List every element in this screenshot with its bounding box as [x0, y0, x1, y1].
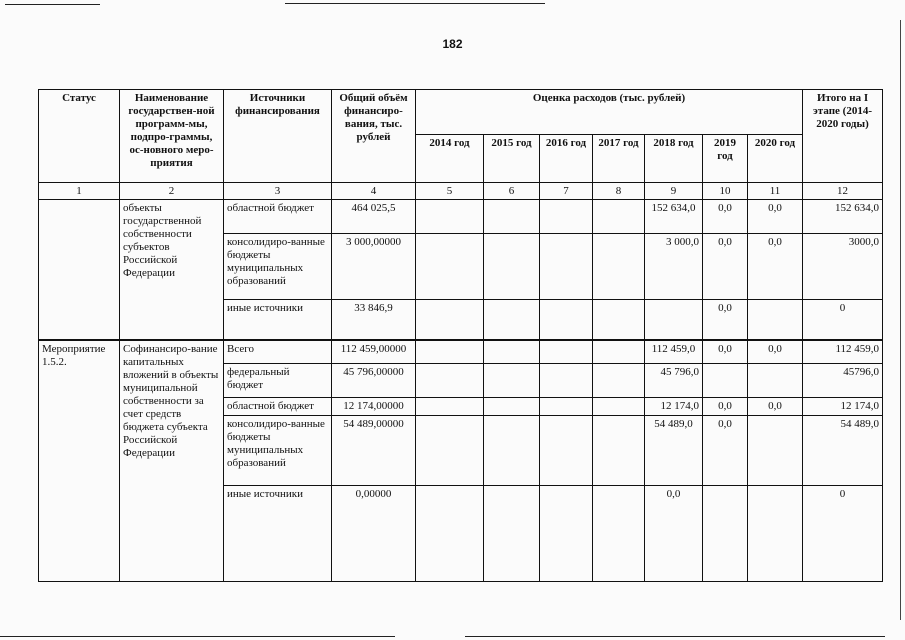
budget-table: [38, 89, 883, 582]
year-cell: [484, 340, 540, 364]
itogo-cell: 112 459,0: [803, 340, 883, 364]
header-year-2018: 2018 год: [645, 135, 703, 183]
header-year-2014: 2014 год: [416, 135, 484, 183]
year-cell: 0,0: [703, 398, 748, 416]
year-cell: 0,0: [703, 300, 748, 340]
year-cell: [484, 416, 540, 486]
year-cell: [540, 234, 593, 300]
header-year-2019: 2019 год: [703, 135, 748, 183]
year-cell: [484, 200, 540, 234]
source-cell: федеральный бюджет: [224, 364, 332, 398]
total-cell: 54 489,00000: [332, 416, 416, 486]
year-cell: [540, 398, 593, 416]
column-number: 7: [540, 183, 593, 200]
source-cell: иные источники: [224, 486, 332, 582]
year-cell: 0,0: [703, 234, 748, 300]
year-cell: 54 489,0: [645, 416, 703, 486]
year-cell: 0,0: [748, 200, 803, 234]
source-cell: консолидиро-ванные бюджеты муниципальных образований: [224, 234, 332, 300]
itogo-cell: 54 489,0: [803, 416, 883, 486]
column-number: 8: [593, 183, 645, 200]
year-cell: [416, 486, 484, 582]
total-cell: 3 000,00000: [332, 234, 416, 300]
year-cell: [593, 300, 645, 340]
column-number: 12: [803, 183, 883, 200]
year-cell: 0,0: [703, 416, 748, 486]
header-year-2016: 2016 год: [540, 135, 593, 183]
column-number: 3: [224, 183, 332, 200]
scan-edge-top-right: [285, 3, 545, 4]
header-total: Общий объём финансиро-вания, тыс. рублей: [332, 90, 416, 183]
year-cell: [748, 300, 803, 340]
year-cell: [416, 300, 484, 340]
total-cell: 0,00000: [332, 486, 416, 582]
name-cell: Софинансиро-вание капитальных вложений в объекты муниципальной собственности за счет средств бюджета субъекта Российской Федерации: [120, 340, 224, 582]
year-cell: [416, 234, 484, 300]
year-cell: [416, 340, 484, 364]
column-number: 1: [39, 183, 120, 200]
year-cell: [748, 486, 803, 582]
total-cell: 112 459,00000: [332, 340, 416, 364]
itogo-cell: 45796,0: [803, 364, 883, 398]
year-cell: [416, 398, 484, 416]
header-sources: Источники финансирования: [224, 90, 332, 183]
scan-edge-bottom-right: [465, 636, 885, 637]
year-cell: 0,0: [748, 398, 803, 416]
column-number: 10: [703, 183, 748, 200]
header-itogo: Итого на I этапе (2014-2020 годы): [803, 90, 883, 183]
year-cell: 0,0: [748, 340, 803, 364]
source-cell: консолидиро-ванные бюджеты муниципальных образований: [224, 416, 332, 486]
year-cell: [748, 364, 803, 398]
total-cell: 464 025,5: [332, 200, 416, 234]
total-cell: 12 174,00000: [332, 398, 416, 416]
year-cell: 12 174,0: [645, 398, 703, 416]
year-cell: [540, 416, 593, 486]
header-year-2020: 2020 год: [748, 135, 803, 183]
table-row: [39, 200, 883, 234]
name-cell: объекты государственной собственности субъектов Российской Федерации: [120, 200, 224, 340]
column-number: 11: [748, 183, 803, 200]
column-numbers-row: [39, 183, 883, 200]
header-name: Наименование государствен-ной программ-мы, подпро-граммы, ос-новного меро-приятия: [120, 90, 224, 183]
year-cell: [645, 300, 703, 340]
year-cell: [484, 234, 540, 300]
year-cell: [593, 398, 645, 416]
year-cell: [748, 416, 803, 486]
year-cell: [484, 300, 540, 340]
year-cell: [593, 364, 645, 398]
header-status: Статус: [39, 90, 120, 183]
year-cell: [416, 416, 484, 486]
year-cell: [416, 364, 484, 398]
header-year-2017: 2017 год: [593, 135, 645, 183]
year-cell: 0,0: [748, 234, 803, 300]
year-cell: [540, 486, 593, 582]
table-row: [39, 340, 883, 364]
source-cell: областной бюджет: [224, 200, 332, 234]
total-cell: 33 846,9: [332, 300, 416, 340]
itogo-cell: 0: [803, 486, 883, 582]
page-number: 182: [442, 37, 463, 51]
year-cell: [540, 340, 593, 364]
column-number: 9: [645, 183, 703, 200]
status-cell: [39, 200, 120, 340]
year-cell: 3 000,0: [645, 234, 703, 300]
total-cell: 45 796,00000: [332, 364, 416, 398]
year-cell: 0,0: [703, 340, 748, 364]
year-cell: [416, 200, 484, 234]
column-number: 4: [332, 183, 416, 200]
header-row: [39, 90, 883, 135]
itogo-cell: 0: [803, 300, 883, 340]
year-cell: [593, 416, 645, 486]
year-cell: [703, 364, 748, 398]
year-cell: [540, 200, 593, 234]
source-cell: Всего: [224, 340, 332, 364]
year-cell: [484, 364, 540, 398]
year-cell: [593, 234, 645, 300]
year-cell: [593, 340, 645, 364]
year-cell: [703, 486, 748, 582]
year-cell: [593, 486, 645, 582]
itogo-cell: 152 634,0: [803, 200, 883, 234]
scan-edge-right: [900, 20, 901, 620]
year-cell: [540, 300, 593, 340]
year-cell: 0,0: [703, 200, 748, 234]
source-cell: областной бюджет: [224, 398, 332, 416]
source-cell: иные источники: [224, 300, 332, 340]
column-number: 5: [416, 183, 484, 200]
year-cell: [484, 398, 540, 416]
status-cell: Мероприятие 1.5.2.: [39, 340, 120, 582]
itogo-cell: 12 174,0: [803, 398, 883, 416]
year-cell: [540, 364, 593, 398]
year-cell: 152 634,0: [645, 200, 703, 234]
scan-edge-top-left: [5, 4, 100, 5]
year-cell: [593, 200, 645, 234]
header-estimate: Оценка расходов (тыс. рублей): [416, 90, 803, 135]
column-number: 6: [484, 183, 540, 200]
column-number: 2: [120, 183, 224, 200]
itogo-cell: 3000,0: [803, 234, 883, 300]
scan-edge-bottom-left: [0, 636, 395, 637]
year-cell: 0,0: [645, 486, 703, 582]
header-year-2015: 2015 год: [484, 135, 540, 183]
year-cell: 45 796,0: [645, 364, 703, 398]
year-cell: 112 459,0: [645, 340, 703, 364]
year-cell: [484, 486, 540, 582]
